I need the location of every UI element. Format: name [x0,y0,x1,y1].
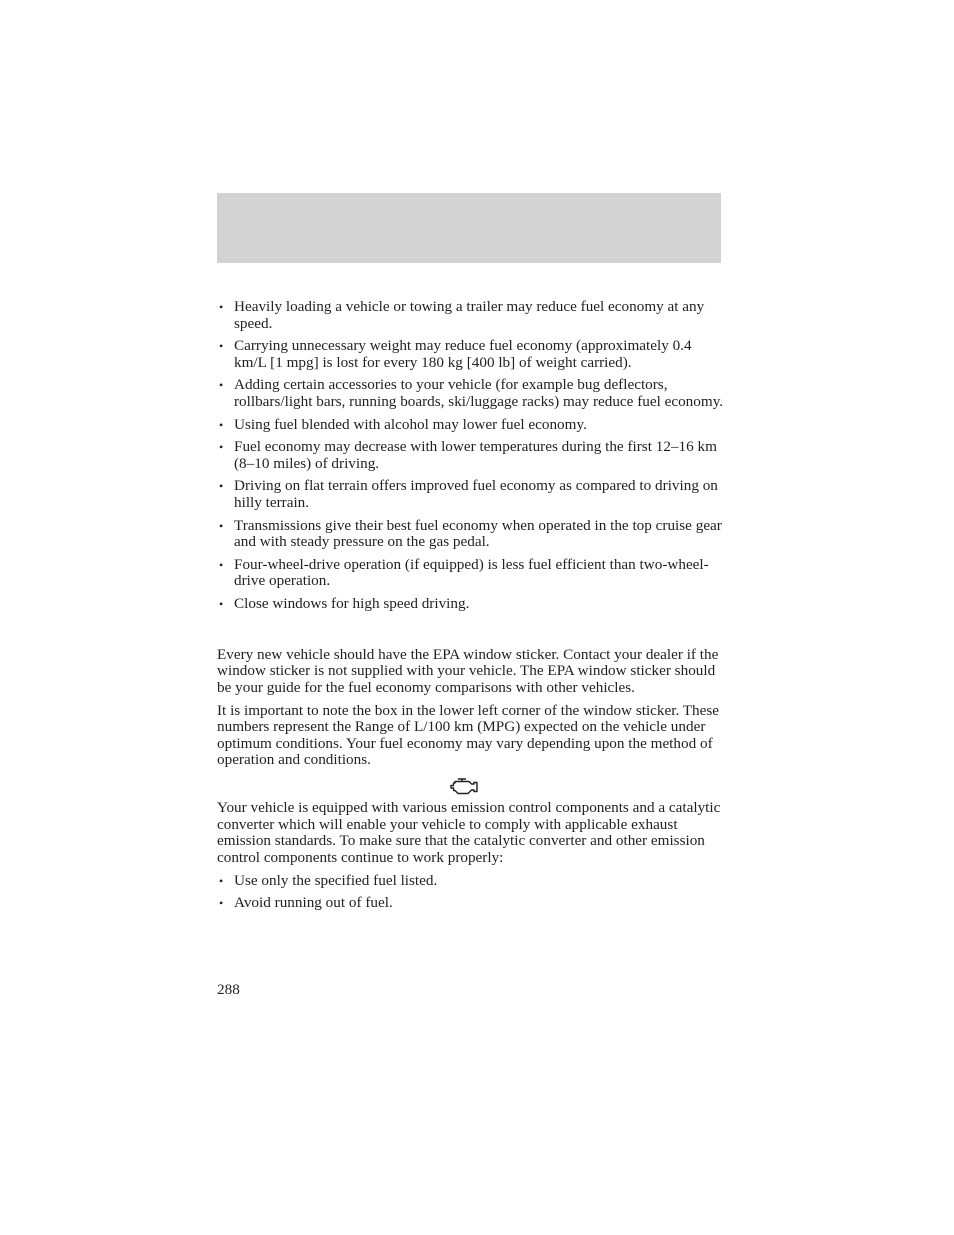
list-item-text: Adding certain accessories to your vehicle (for example bug deflectors, rollbars/light bars, running boards, ski/luggage racks) may reduce fuel economy. [234,376,724,410]
list-item [217,338,727,371]
list-item [217,557,727,590]
section-spacer [217,619,727,647]
bullet-icon: • [219,597,224,611]
bullet-icon: • [219,378,224,393]
bullet-icon: • [219,873,224,888]
section-header-band [217,193,721,263]
emission-icon-row [217,775,727,800]
list-item [217,299,727,332]
list-item [217,873,727,890]
page-number: 288 [217,981,240,998]
list-item [217,377,727,410]
list-item-text: Carrying unnecessary weight may reduce fuel economy (approximately 0.4 km/L [1 mpg] is lost for every 180 kg [400 lb] of weight carried). [234,337,692,371]
list-item [217,439,727,472]
list-item-text: Four-wheel-drive operation (if equipped) is less fuel efficient than two-wheel-drive operation. [234,555,709,590]
bullet-icon: • [219,479,224,494]
bullet-icon: • [219,300,224,314]
list-item-text: Fuel economy may decrease with lower temperatures during the first 12–16 km (8–10 miles) of driving. [234,438,717,472]
fuel-economy-factors-list [217,299,727,613]
list-item [217,895,727,912]
list-item [217,417,727,434]
list-item [217,478,727,511]
bullet-icon: • [219,518,224,533]
list-item-text: Transmissions give their best fuel economy when operated in the top cruise gear and with steady pressure on the gas pedal. [234,516,722,551]
list-item [217,596,727,613]
list-item-text: Driving on flat terrain offers improved fuel economy as compared to driving on hilly terrain. [234,477,718,511]
emission-intro-paragraph: Your vehicle is equipped with various emission control components and a catalytic converter which will enable your vehicle to comply with applicable exhaust emission standards. To make sure that the catalytic converter and other emission control components continue to work properly: [217,799,721,866]
list-item-text: Using fuel blended with alcohol may lower fuel economy. [234,415,587,433]
list-item [217,518,727,551]
bullet-icon: • [219,417,224,432]
list-item-text: Use only the specified fuel listed. [234,871,438,889]
list-item-text: Avoid running out of fuel. [234,894,393,912]
epa-sticker-paragraph-2: It is important to note the box in the lower left corner of the window sticker. These numbers represent the Range of L/100 km (MPG) expected on the vehicle under optimum conditions. Your fuel economy may vary depending upon the method of operation and conditions. [217,701,720,769]
emission-tips-list [217,873,727,912]
bullet-icon: • [219,339,224,354]
engine-icon [449,776,479,796]
bullet-icon: • [219,896,224,911]
bullet-icon: • [219,440,224,455]
epa-sticker-paragraph-1: Every new vehicle should have the EPA window sticker. Contact your dealer if the window sticker is not supplied with your vehicle. The EPA window sticker should be your guide for the fuel economy comparisons with other vehicles. [217,645,719,696]
list-item-text: Heavily loading a vehicle or towing a trailer may reduce fuel economy at any speed. [234,298,705,332]
bullet-icon: • [219,557,224,572]
page-content [217,299,727,918]
list-item-text: Close windows for high speed driving. [234,595,470,612]
